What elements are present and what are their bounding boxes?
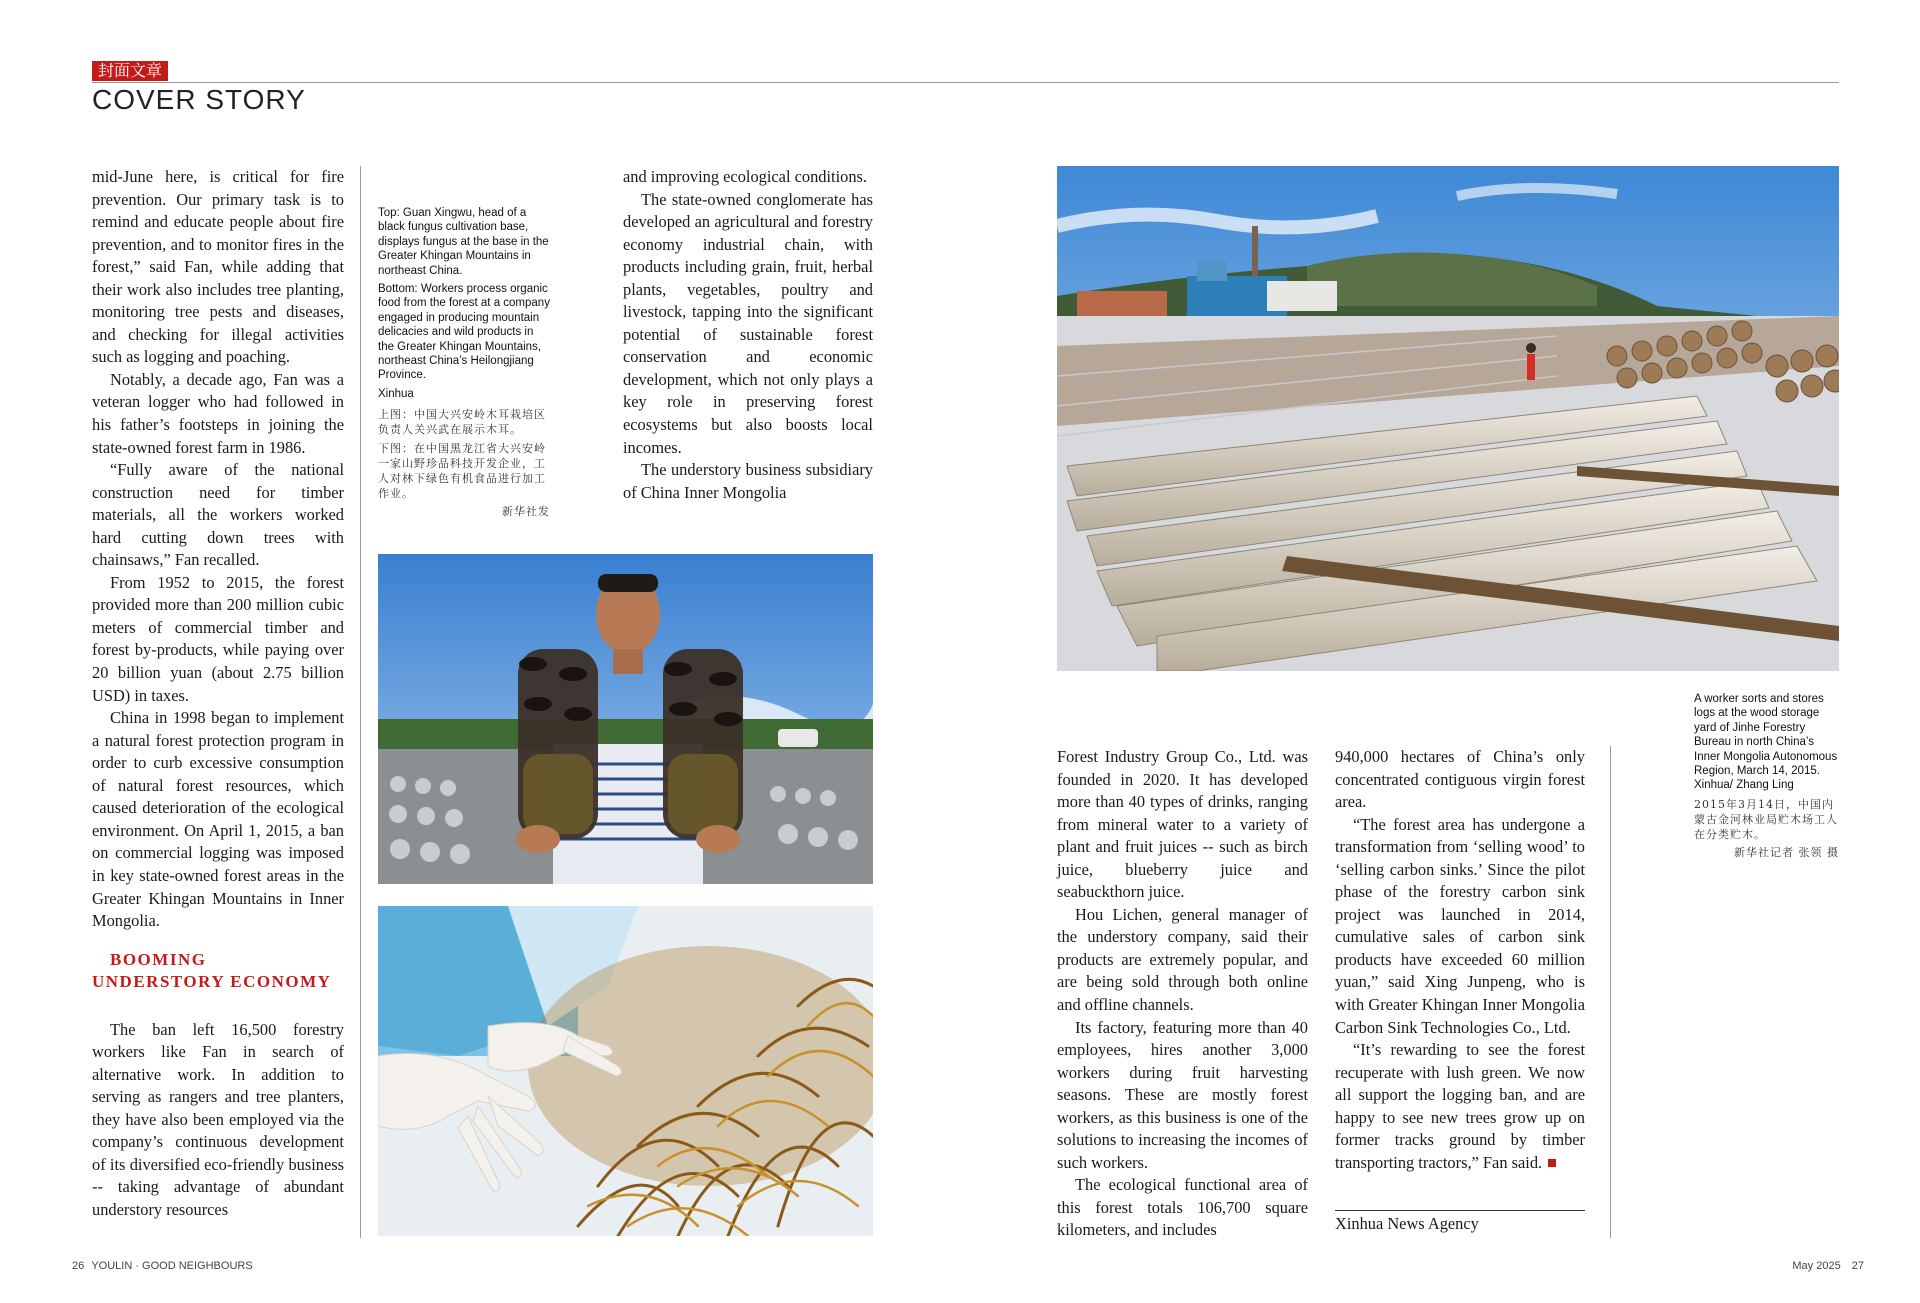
- agency-rule: [1335, 1210, 1585, 1211]
- paragraph: and improving ecological conditions.: [623, 167, 867, 186]
- article-column-4: [1057, 746, 1308, 1242]
- header-rule: [92, 82, 1839, 83]
- paragraph: China in 1998 began to implement a natural forest protection program in order to curb excessive consumption of natural forest resources, which caused deterioration of the ecological environment. On April 1, 2015, a ban on commercial logging was imposed in key state-owned forest areas in the Greater Khingan Mountains in Inner Mongolia.: [92, 708, 344, 931]
- caption-cn-bottom: 下图：在中国黑龙江省大兴安岭一家山野珍品科技开发企业，工人对林下绿色有机食品进行加工作业。: [378, 442, 546, 501]
- footer-right: [1792, 1260, 1864, 1272]
- article-column-1: [92, 166, 344, 1222]
- paragraph-text: “It’s rewarding to see the forest recuperate with lush green. We now all support the logging ban, and are happy to see new trees grow up on former tracks ground by timber transporting tractors,” Fan said.: [1335, 1040, 1585, 1172]
- photo-food-processing: [378, 906, 873, 1236]
- paragraph: “Fully aware of the national construction need for timber materials, all the workers worked hard cutting down trees with chainsaws,” Fan recalled.: [92, 460, 344, 570]
- page-number-left: 26: [72, 1260, 85, 1272]
- paragraph: mid-June here, is critical for fire prevention. Our primary task is to remind and educate people about fire prevention, and to monitor fires in the forest,” said Fan, while adding that their work also includes tree planting, monitoring tree pests and diseases, and checking for illegal activities such as logging and poaching.: [92, 167, 344, 367]
- caption-text: A worker sorts and stores logs at the wood storage yard of Jinhe Forestry Bureau in north China’s Inner Mongolia Autonomous Region, March 14, 2015.: [1694, 693, 1838, 778]
- subheading: BOOMING UNDERSTORY ECONOMY: [92, 949, 332, 991]
- paragraph: “The forest area has undergone a transformation from ‘selling wood’ to ‘selling carbon sinks.’ Since the pilot phase of the forestry carbon sink project was launched in 2014, cumulative sales of carbon sink products have exceeded 60 million yuan,” said Xing Junpeng, who is with Greater Khingan Inner Mongolia Carbon Sink Technologies Co., Ltd.: [1335, 814, 1585, 1037]
- caption-bottom: Bottom: Workers process organic food from the forest at a company engaged in producing mountain delicacies and wild products in the Greater Khingan Mountains, northeast China’s Heilongjiang Province.: [378, 283, 550, 382]
- paragraph: Notably, a decade ago, Fan was a veteran logger who had followed in his father’s footsteps in joining the state-owned forest farm in 1986.: [92, 369, 344, 457]
- paragraph: Hou Lichen, general manager of the understory company, said their products are extremely popular, and are being sold through both online and offline channels.: [1057, 904, 1308, 1015]
- section-title: COVER STORY: [92, 84, 306, 115]
- paragraph: The understory business subsidiary of China Inner Mongolia: [623, 460, 873, 502]
- caption-cn: 2015年3月14日，中国内蒙古金河林业局贮木场工人在分类贮木。: [1694, 797, 1838, 841]
- photo-fungus-display: [378, 554, 873, 884]
- photo-caption-left: [378, 206, 550, 524]
- paragraph: The ecological functional area of this forest totals 106,700 square kilometers, and includes: [1057, 1175, 1308, 1240]
- section-tag: 封面文章: [92, 61, 168, 81]
- caption-credit: Xinhua: [378, 387, 414, 400]
- paragraph: The ban left 16,500 forestry workers like Fan in search of alternative work. In addition to serving as rangers and tree planters, they have also been employed via the company’s continuous development of its diversified eco-friendly business -- taking advantage of abundant understory resources: [92, 1019, 344, 1219]
- column-divider: [1610, 746, 1611, 1238]
- magazine-name: YOULIN · GOOD NEIGHBOURS: [91, 1260, 253, 1272]
- paragraph: From 1952 to 2015, the forest provided more than 200 million cubic meters of commercial timber and forest by-products, while paying over 20 billion yuan (about 2.75 billion USD) in taxes.: [92, 572, 344, 705]
- caption-credit: Xinhua/ Zhang Ling: [1694, 779, 1794, 792]
- article-column-3: [623, 166, 873, 504]
- page-number-right: 27: [1851, 1260, 1864, 1272]
- caption-cn-credit: 新华社发: [502, 505, 550, 519]
- issue-date: May 2025: [1792, 1260, 1841, 1272]
- column-divider: [360, 166, 361, 1238]
- photo-log-yard: [1057, 166, 1839, 671]
- footer-left: [72, 1260, 253, 1272]
- article-column-5: [1335, 746, 1585, 1174]
- paragraph: Forest Industry Group Co., Ltd. was founded in 2020. It has developed more than 40 types of drinks, ranging from mineral water to a variety of plant and fruit juices -- such as birch juice, blueberry juice and seabuckthorn juice.: [1057, 747, 1308, 902]
- agency-credit: Xinhua News Agency: [1335, 1214, 1479, 1233]
- paragraph: 940,000 hectares of China’s only concentrated contiguous virgin forest area.: [1335, 747, 1585, 812]
- caption-cn-credit: 新华社记者 张领 摄: [1734, 845, 1839, 859]
- end-mark-icon: [1548, 1159, 1556, 1167]
- photo-caption-right: [1694, 692, 1839, 864]
- caption-cn-top: 上图：中国大兴安岭木耳栽培区负责人关兴武在展示木耳。: [378, 408, 546, 437]
- paragraph: [1335, 1039, 1585, 1174]
- paragraph: The state-owned conglomerate has developed an agricultural and forestry economy industrial chain, with products including grain, fruit, herbal plants, vegetables, poultry and livestock, tapping into the significant potential of sustainable forest conservation and economic development, which not only plays a key role in preserving forest ecosystems but also boosts local incomes.: [623, 189, 873, 457]
- paragraph: Its factory, featuring more than 40 employees, hires another 3,000 workers during fruit harvesting seasons. These are mostly forest workers, as this business is one of the solutions to increasing the incomes of such workers.: [1057, 1017, 1308, 1172]
- caption-top: Top: Guan Xingwu, head of a black fungus cultivation base, displays fungus at the base in the Greater Khingan Mountains in northeast China.: [378, 207, 549, 277]
